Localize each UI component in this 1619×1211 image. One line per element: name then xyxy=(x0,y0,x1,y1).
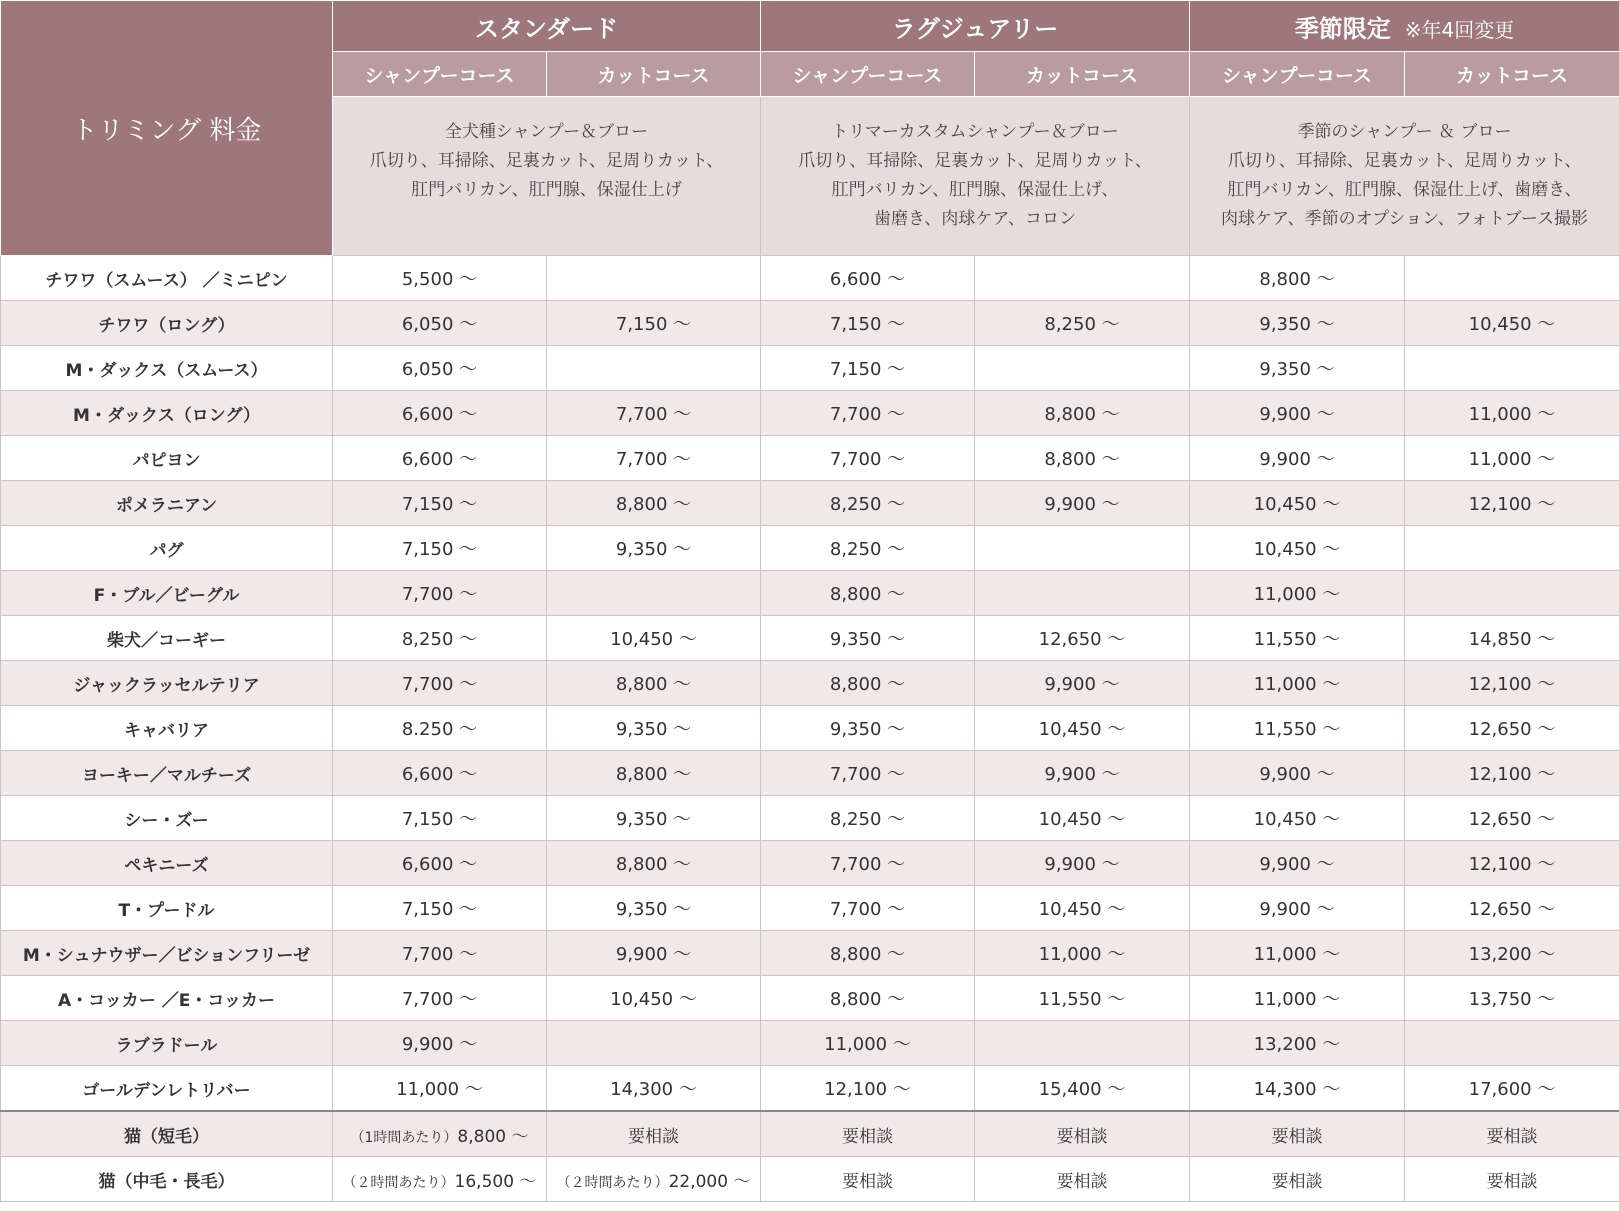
price-cell xyxy=(547,1111,761,1157)
table-row xyxy=(1,301,1619,346)
price-cell xyxy=(333,1111,547,1157)
table-row xyxy=(1,346,1619,391)
price-cell: 8,800 ～ xyxy=(547,661,761,706)
price-cell xyxy=(547,346,761,391)
price-cell: 7,150 ～ xyxy=(333,526,547,571)
price-cell xyxy=(547,1157,761,1202)
price-cell: 12,650 ～ xyxy=(1405,706,1619,751)
price-prefix: （２時間あたり） xyxy=(556,1174,669,1191)
price-cell: 13,200 ～ xyxy=(1405,931,1619,976)
description-line: 爪切り、耳掃除、足裏カット、足周りカット、 xyxy=(369,151,724,171)
price-cell: 要相談 xyxy=(1405,1111,1619,1157)
price-cell xyxy=(1405,346,1619,391)
price-cell: 12,650 ～ xyxy=(1405,886,1619,931)
price-cell: 9,900 ～ xyxy=(1190,886,1405,931)
description-standard xyxy=(333,97,761,256)
price-cell: 10,450 ～ xyxy=(1190,796,1405,841)
price-cell: 11,550 ～ xyxy=(1190,616,1405,661)
table-row xyxy=(1,796,1619,841)
description-luxury xyxy=(761,97,1190,256)
price-cell: 8,250 ～ xyxy=(761,526,975,571)
price-cell: 8,800 ～ xyxy=(975,436,1190,481)
breed-name: A・コッカー ／E・コッカー xyxy=(1,976,333,1021)
price-cell: 15,400 ～ xyxy=(975,1066,1190,1112)
price-cell xyxy=(333,1157,547,1202)
table-row-cat xyxy=(1,1157,1619,1202)
price-cell: 要相談 xyxy=(1190,1157,1405,1202)
course-header-standard: スタンダード xyxy=(333,1,761,52)
price-cell xyxy=(547,1021,761,1066)
price-value: 16,500 ～ xyxy=(454,1171,537,1192)
price-cell: 17,600 ～ xyxy=(1405,1066,1619,1112)
price-cell: 12,100 ～ xyxy=(1405,661,1619,706)
description-seasonal xyxy=(1190,97,1619,256)
price-value: 22,000 ～ xyxy=(668,1171,751,1192)
price-cell: 7,150 ～ xyxy=(333,886,547,931)
breed-name: T・プードル xyxy=(1,886,333,931)
price-cell: 7,700 ～ xyxy=(333,661,547,706)
price-cell: 9,900 ～ xyxy=(975,841,1190,886)
price-cell: 11,000 ～ xyxy=(761,1021,975,1066)
price-cell: 12,100 ～ xyxy=(1405,751,1619,796)
sub-header-standard-cut: カットコース xyxy=(547,52,761,97)
description-line: 歯磨き、肉球ケア、コロン xyxy=(874,209,1076,229)
price-cell: 7,700 ～ xyxy=(761,751,975,796)
price-cell: 7,700 ～ xyxy=(761,886,975,931)
table-row xyxy=(1,751,1619,796)
price-cell: 8,800 ～ xyxy=(547,751,761,796)
price-cell: 8.250 ～ xyxy=(333,706,547,751)
price-cell: 要相談 xyxy=(975,1111,1190,1157)
price-cell: 9,350 ～ xyxy=(547,796,761,841)
price-cell: 7,150 ～ xyxy=(333,796,547,841)
price-cell: 7,150 ～ xyxy=(547,301,761,346)
price-cell: 要相談 xyxy=(761,1111,975,1157)
price-cell xyxy=(975,346,1190,391)
price-cell: 9,900 ～ xyxy=(975,481,1190,526)
price-cell: 要相談 xyxy=(761,1157,975,1202)
price-cell: 8,800 ～ xyxy=(761,661,975,706)
description-line: 肛門バリカン、肛門腺、保湿仕上げ、歯磨き、 xyxy=(1227,180,1582,200)
breed-name: パピヨン xyxy=(1,436,333,481)
breed-name: M・ダックス（スムース） xyxy=(1,346,333,391)
sub-header-luxury-shampoo: シャンプーコース xyxy=(761,52,975,97)
price-cell: 11,550 ～ xyxy=(1190,706,1405,751)
breed-name: 猫（短毛） xyxy=(1,1111,333,1157)
price-cell: 7,700 ～ xyxy=(333,976,547,1021)
price-cell: 8,800 ～ xyxy=(1190,256,1405,301)
breed-name: キャバリア xyxy=(1,706,333,751)
price-cell: 9,900 ～ xyxy=(1190,841,1405,886)
price-cell: 6,050 ～ xyxy=(333,301,547,346)
price-cell: 7,700 ～ xyxy=(333,931,547,976)
price-cell: 9,350 ～ xyxy=(761,616,975,661)
table-row xyxy=(1,661,1619,706)
price-cell: 8,250 ～ xyxy=(975,301,1190,346)
breed-name: ポメラニアン xyxy=(1,481,333,526)
breed-name: 柴犬／コーギー xyxy=(1,616,333,661)
breed-name: シー・ズー xyxy=(1,796,333,841)
price-cell: 11,000 ～ xyxy=(1190,571,1405,616)
price-cell: 13,200 ～ xyxy=(1190,1021,1405,1066)
price-cell: 7,700 ～ xyxy=(547,436,761,481)
price-cell: 6,600 ～ xyxy=(333,751,547,796)
price-cell: 要相談 xyxy=(1190,1111,1405,1157)
price-value: 要相談 xyxy=(628,1126,679,1147)
price-cell: 9,900 ～ xyxy=(1190,391,1405,436)
price-cell: 10,450 ～ xyxy=(1190,481,1405,526)
price-cell xyxy=(975,526,1190,571)
price-cell: 9,900 ～ xyxy=(1190,436,1405,481)
table-row xyxy=(1,706,1619,751)
table-row xyxy=(1,1021,1619,1066)
course-header-seasonal: 季節限定 ※年4回変更 xyxy=(1190,1,1619,52)
table-row xyxy=(1,1066,1619,1112)
seasonal-note: ※年4回変更 xyxy=(1404,17,1515,42)
price-value: 8,800 ～ xyxy=(457,1126,529,1147)
price-cell: 6,600 ～ xyxy=(333,436,547,481)
price-cell: 12,100 ～ xyxy=(761,1066,975,1112)
price-cell: 8,800 ～ xyxy=(547,841,761,886)
price-cell: 13,750 ～ xyxy=(1405,976,1619,1021)
table-row xyxy=(1,526,1619,571)
description-line: 全犬種シャンプー＆ブロー xyxy=(444,122,649,142)
description-line: 爪切り、耳掃除、足裏カット、足周りカット、 xyxy=(1227,151,1582,171)
price-cell: 7,150 ～ xyxy=(761,301,975,346)
breed-name: パグ xyxy=(1,526,333,571)
price-cell xyxy=(547,256,761,301)
price-cell: 8,800 ～ xyxy=(547,481,761,526)
price-cell: 10,450 ～ xyxy=(975,796,1190,841)
sub-header-standard-shampoo: シャンプーコース xyxy=(333,52,547,97)
table-row xyxy=(1,436,1619,481)
price-cell: 10,450 ～ xyxy=(975,706,1190,751)
breed-name: 猫（中毛・長毛） xyxy=(1,1157,333,1202)
breed-name: チワワ（ロング） xyxy=(1,301,333,346)
price-cell: 12,100 ～ xyxy=(1405,481,1619,526)
table-title: トリミング 料金 xyxy=(1,1,333,256)
table-row xyxy=(1,931,1619,976)
price-cell: 8,250 ～ xyxy=(761,796,975,841)
price-cell: 7,700 ～ xyxy=(333,571,547,616)
price-cell: 9,350 ～ xyxy=(547,526,761,571)
price-cell: 9,350 ～ xyxy=(547,706,761,751)
breed-name: ジャックラッセルテリア xyxy=(1,661,333,706)
price-cell: 7,700 ～ xyxy=(761,436,975,481)
price-cell: 14,850 ～ xyxy=(1405,616,1619,661)
price-cell: 8,250 ～ xyxy=(761,481,975,526)
price-cell: 要相談 xyxy=(1405,1157,1619,1202)
price-cell: 11,000 ～ xyxy=(1190,931,1405,976)
breed-name: M・ダックス（ロング） xyxy=(1,391,333,436)
price-cell: 9,900 ～ xyxy=(975,661,1190,706)
price-cell: 10,450 ～ xyxy=(547,616,761,661)
price-cell: 9,350 ～ xyxy=(547,886,761,931)
price-cell: 11,000 ～ xyxy=(1190,976,1405,1021)
price-cell: 11,000 ～ xyxy=(975,931,1190,976)
price-cell: 8,250 ～ xyxy=(333,616,547,661)
price-cell: 9,350 ～ xyxy=(1190,301,1405,346)
price-cell: 11,550 ～ xyxy=(975,976,1190,1021)
price-prefix: （1時間あたり） xyxy=(350,1129,458,1146)
breed-name: ラブラドール xyxy=(1,1021,333,1066)
table-row xyxy=(1,256,1619,301)
description-line: 肉球ケア、季節のオプション、フォトブース撮影 xyxy=(1221,209,1589,229)
price-cell xyxy=(547,571,761,616)
course-header-luxury: ラグジュアリー xyxy=(761,1,1190,52)
price-cell: 11,000 ～ xyxy=(1190,661,1405,706)
table-row xyxy=(1,571,1619,616)
table-row xyxy=(1,886,1619,931)
price-cell: 8,800 ～ xyxy=(975,391,1190,436)
table-row xyxy=(1,481,1619,526)
price-cell: 9,900 ～ xyxy=(333,1021,547,1066)
breed-name: チワワ（スムース） ／ミニピン xyxy=(1,256,333,301)
price-cell: 6,050 ～ xyxy=(333,346,547,391)
price-cell: 11,000 ～ xyxy=(1405,391,1619,436)
price-cell: 5,500 ～ xyxy=(333,256,547,301)
price-cell: 7,700 ～ xyxy=(547,391,761,436)
breed-name: ペキニーズ xyxy=(1,841,333,886)
price-cell: 14,300 ～ xyxy=(547,1066,761,1112)
table-row xyxy=(1,391,1619,436)
price-cell: 11,000 ～ xyxy=(333,1066,547,1112)
price-cell xyxy=(975,571,1190,616)
price-cell xyxy=(975,1021,1190,1066)
table-row-cat xyxy=(1,1111,1619,1157)
breed-name: F・ブル／ビーグル xyxy=(1,571,333,616)
table-row xyxy=(1,841,1619,886)
price-cell xyxy=(1405,526,1619,571)
price-cell: 9,900 ～ xyxy=(975,751,1190,796)
price-cell: 12,100 ～ xyxy=(1405,841,1619,886)
price-cell xyxy=(1405,1021,1619,1066)
price-cell: 7,150 ～ xyxy=(761,346,975,391)
price-cell: 11,000 ～ xyxy=(1405,436,1619,481)
price-cell: 12,650 ～ xyxy=(1405,796,1619,841)
price-prefix: （２時間あたり） xyxy=(342,1174,455,1191)
price-cell: 9,900 ～ xyxy=(547,931,761,976)
price-cell xyxy=(1405,571,1619,616)
description-line: 爪切り、耳掃除、足裏カット、足周りカット、 xyxy=(798,151,1152,171)
price-cell: 6,600 ～ xyxy=(333,391,547,436)
price-cell: 8,800 ～ xyxy=(761,571,975,616)
price-cell: 10,450 ～ xyxy=(1405,301,1619,346)
breed-name: M・シュナウザー／ビションフリーゼ xyxy=(1,931,333,976)
price-cell: 7,150 ～ xyxy=(333,481,547,526)
price-cell: 10,450 ～ xyxy=(547,976,761,1021)
price-cell: 6,600 ～ xyxy=(333,841,547,886)
price-cell: 8,800 ～ xyxy=(761,931,975,976)
price-cell: 9,350 ～ xyxy=(1190,346,1405,391)
price-cell xyxy=(1405,256,1619,301)
price-cell: 12,650 ～ xyxy=(975,616,1190,661)
breed-name: ゴールデンレトリバー xyxy=(1,1066,333,1112)
price-cell: 9,350 ～ xyxy=(761,706,975,751)
table-row xyxy=(1,616,1619,661)
sub-header-luxury-cut: カットコース xyxy=(975,52,1190,97)
price-cell xyxy=(975,256,1190,301)
description-line: 肛門バリカン、肛門腺、保湿仕上げ、 xyxy=(831,180,1119,200)
breed-name: ヨーキー／マルチーズ xyxy=(1,751,333,796)
price-cell: 7,700 ～ xyxy=(761,841,975,886)
description-line: 肛門バリカン、肛門腺、保湿仕上げ xyxy=(411,180,682,200)
price-cell: 9,900 ～ xyxy=(1190,751,1405,796)
price-cell: 14,300 ～ xyxy=(1190,1066,1405,1112)
price-cell: 10,450 ～ xyxy=(975,886,1190,931)
sub-header-seasonal-shampoo: シャンプーコース xyxy=(1190,52,1405,97)
description-line: トリマーカスタムシャンプー＆ブロー xyxy=(831,122,1119,142)
price-cell: 8,800 ～ xyxy=(761,976,975,1021)
table-row xyxy=(1,976,1619,1021)
sub-header-seasonal-cut: カットコース xyxy=(1405,52,1619,97)
price-cell: 10,450 ～ xyxy=(1190,526,1405,571)
price-rows xyxy=(1,256,1619,1202)
price-cell: 6,600 ～ xyxy=(761,256,975,301)
price-cell: 7,700 ～ xyxy=(761,391,975,436)
description-line: 季節のシャンプー ＆ ブロー xyxy=(1297,122,1512,142)
price-cell: 要相談 xyxy=(975,1157,1190,1202)
